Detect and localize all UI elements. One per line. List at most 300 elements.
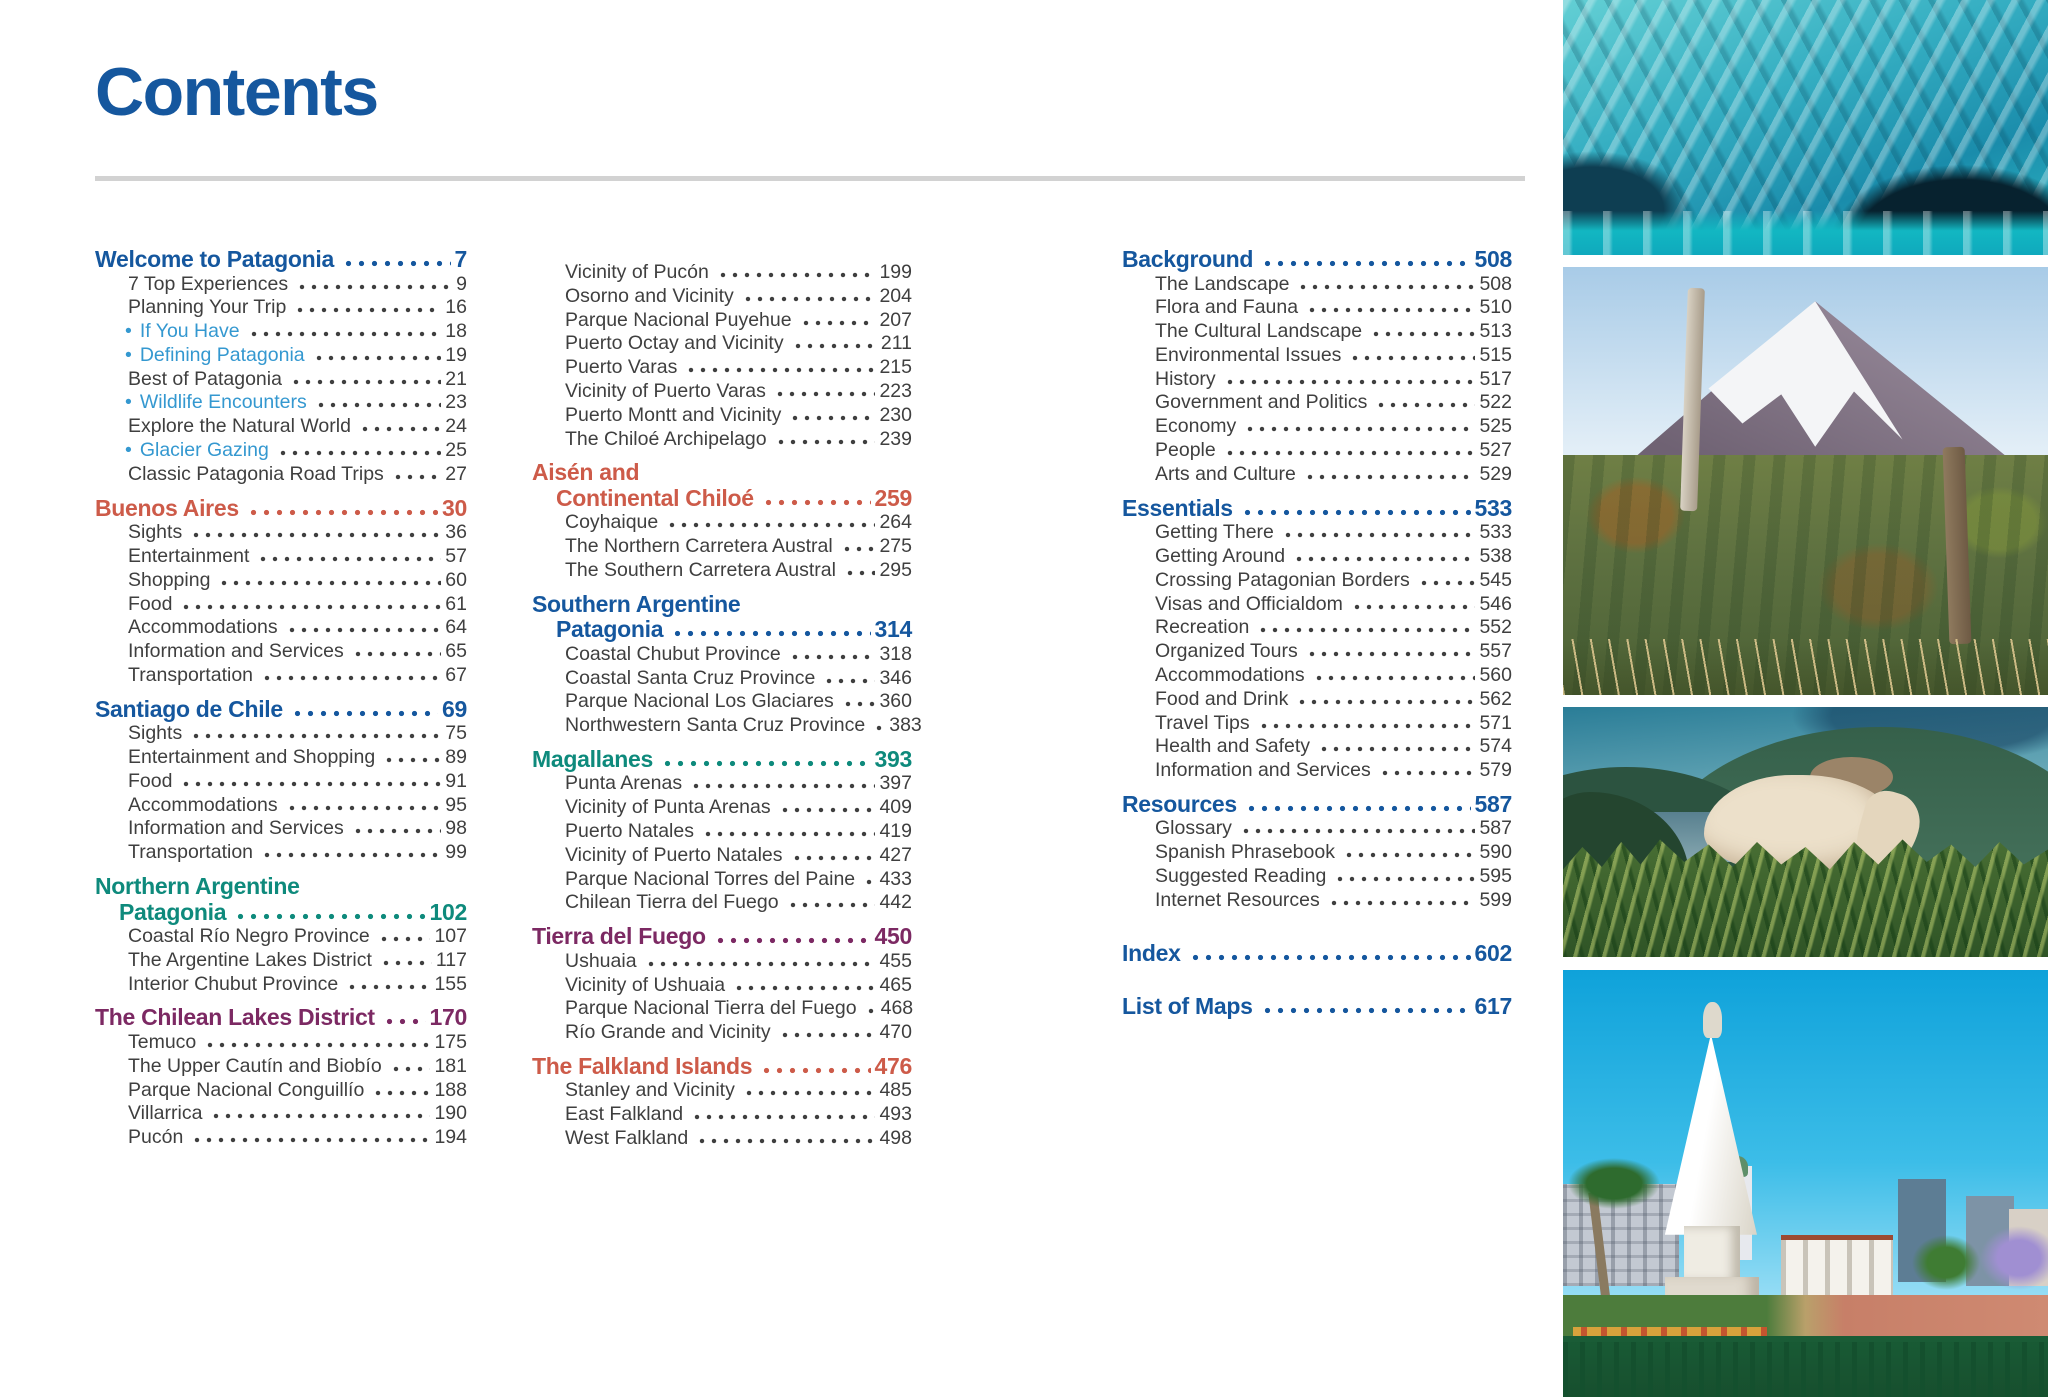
entry-label: Parque Nacional Los Glaciares: [565, 690, 834, 713]
dot-leader: [344, 984, 430, 990]
page-number: 498: [879, 1127, 912, 1150]
dot-leader: [863, 1008, 877, 1014]
entry-label: Spanish Phrasebook: [1155, 841, 1335, 864]
photo-volcano-forest: [1563, 267, 2048, 695]
toc-item-row: [95, 1126, 467, 1150]
page-number: 65: [445, 640, 467, 663]
photo-marble-caves: [1563, 0, 2048, 255]
obelisk-statue: [1703, 1002, 1722, 1038]
dot-leader: [842, 570, 875, 576]
page-number: 545: [1479, 568, 1512, 591]
page-number: 190: [434, 1102, 467, 1125]
toc-item-row: [95, 1079, 467, 1103]
page-number: 99: [445, 841, 467, 864]
toc-item-row: [95, 296, 467, 320]
page-number: 102: [429, 898, 467, 925]
entry-label: The Cultural Landscape: [1155, 320, 1363, 343]
toc-item-row: [95, 925, 467, 949]
page-number: 230: [879, 403, 912, 426]
page-number: 533: [1479, 521, 1512, 544]
toc-item-row: [1122, 415, 1512, 439]
entry-label: Getting Around: [1155, 544, 1286, 567]
page-number: 579: [1479, 759, 1512, 782]
toc-item-row: [95, 415, 467, 439]
toc-chapter-row: [1122, 994, 1512, 1020]
bullet-icon: •: [125, 391, 132, 414]
dot-leader: [216, 580, 441, 586]
entry-label: Classic Patagonia Road Trips: [128, 462, 384, 485]
toc-item-row: [1122, 296, 1512, 320]
toc-item-row: [1122, 391, 1512, 415]
dot-leader: [760, 499, 871, 506]
page-number: 181: [434, 1054, 467, 1077]
entry-label: Internet Resources: [1155, 888, 1320, 911]
entry-label: Accommodations: [1155, 663, 1305, 686]
dot-leader: [1304, 651, 1476, 657]
entry-label: Transportation: [128, 663, 254, 686]
entry-label: West Falkland: [565, 1127, 689, 1150]
entry-label: Environmental Issues: [1155, 343, 1342, 366]
entry-label: Crossing Patagonian Borders: [1155, 568, 1410, 591]
entry-label: Puerto Montt and Vicinity: [565, 403, 782, 426]
toc-item-row: [95, 1031, 467, 1055]
page-number: 465: [879, 973, 912, 996]
toc-item-row: [1122, 569, 1512, 593]
entry-label: Buenos Aires: [95, 494, 239, 521]
dot-leader: [1291, 556, 1475, 562]
dot-leader: [178, 781, 441, 787]
dot-leader: [388, 1066, 431, 1072]
entry-label: Accommodations: [128, 616, 278, 639]
dot-leader: [1222, 379, 1476, 385]
dot-leader: [861, 879, 875, 885]
pampas-grass: [1563, 639, 2048, 695]
page-number: 552: [1479, 616, 1512, 639]
entry-label: Puerto Varas: [565, 356, 678, 379]
dot-leader: [1255, 627, 1475, 633]
dot-leader: [700, 831, 875, 837]
dot-leader: [275, 450, 442, 456]
page-number: 599: [1479, 888, 1512, 911]
page-number: 562: [1479, 687, 1512, 710]
entry-label: The Falkland Islands: [532, 1052, 753, 1079]
toc-item-row: [1122, 545, 1512, 569]
entry-label: Index: [1122, 939, 1181, 966]
page-number: 595: [1479, 865, 1512, 888]
dot-leader: [370, 1090, 430, 1096]
page-number: 522: [1479, 391, 1512, 414]
dot-leader: [289, 710, 438, 717]
dot-leader: [772, 391, 876, 397]
entry-label: Government and Politics: [1155, 391, 1368, 414]
toc-chapter-row: [95, 496, 467, 522]
toc-item-row: [95, 521, 467, 545]
toc-item-row: [532, 261, 912, 285]
entry-label: Villarrica: [128, 1102, 203, 1125]
jacaranda-tree: [1980, 1226, 2048, 1290]
entry-label: Health and Safety: [1155, 735, 1311, 758]
dot-leader: [643, 961, 876, 967]
entry-label: Explore the Natural World: [128, 415, 351, 438]
toc-item-row: [532, 974, 912, 998]
toc-chapter-row: [95, 1005, 467, 1031]
page-number: 188: [434, 1078, 467, 1101]
entry-label: List of Maps: [1122, 993, 1253, 1020]
dot-leader: [787, 654, 876, 660]
entry-label: If You Have: [139, 320, 240, 343]
dot-leader: [1377, 770, 1476, 776]
page-number: 602: [1474, 939, 1512, 966]
obelisk-column: [1684, 1226, 1740, 1282]
toc-chapter-row: [532, 617, 912, 643]
dot-leader: [839, 546, 876, 552]
page-number: 175: [434, 1030, 467, 1053]
toc-item-row: [95, 746, 467, 770]
dot-leader: [1316, 746, 1475, 752]
entry-label: History: [1155, 367, 1216, 390]
toc-item-row: [95, 770, 467, 794]
entry-label: Visas and Officialdom: [1155, 592, 1343, 615]
dot-leader: [350, 651, 442, 657]
toc-column-3: [1122, 247, 1512, 1020]
entry-label: Essentials: [1122, 494, 1233, 521]
dot-leader: [741, 1090, 876, 1096]
dot-leader: [1304, 307, 1475, 313]
page-number: 510: [1479, 296, 1512, 319]
entry-label: Suggested Reading: [1155, 865, 1327, 888]
page-number: 155: [434, 972, 467, 995]
page-number: 264: [879, 511, 912, 534]
entry-label: Accommodations: [128, 793, 278, 816]
entry-label: Planning Your Trip: [128, 296, 287, 319]
toc-item-row: [532, 891, 912, 915]
dot-leader: [259, 675, 441, 681]
page-number: 527: [1479, 439, 1512, 462]
dot-leader: [378, 960, 432, 966]
page-number: 590: [1479, 841, 1512, 864]
entry-label: Shopping: [128, 568, 211, 591]
toc-item-row: [532, 356, 912, 380]
entry-label: Glacier Gazing: [139, 439, 269, 462]
dot-leader: [381, 1018, 426, 1025]
dot-leader: [712, 937, 871, 944]
toc-item-row: [532, 997, 912, 1021]
entry-label: Resources: [1122, 790, 1237, 817]
page-number: 36: [445, 521, 467, 544]
entry-label: Glossary: [1155, 817, 1232, 840]
dot-leader: [188, 733, 441, 739]
entry-label: Coastal Santa Cruz Province: [565, 666, 816, 689]
page-number: 419: [879, 820, 912, 843]
page-number: 476: [874, 1052, 912, 1079]
toc-item-row: [532, 714, 922, 738]
page-number: 275: [879, 535, 912, 558]
page-number: 25: [445, 439, 467, 462]
dot-leader: [740, 296, 876, 302]
page-number: 7: [454, 246, 467, 272]
toc-item-row: [1122, 344, 1512, 368]
page-number: 529: [1479, 462, 1512, 485]
entry-label: Vicinity of Punta Arenas: [565, 796, 771, 819]
toc-item-row: [532, 380, 912, 404]
toc-item-row: [532, 535, 912, 559]
dot-leader: [1222, 450, 1476, 456]
entry-label: Aisén and: [532, 459, 640, 486]
toc-item-row: [95, 817, 467, 841]
page-number: 533: [1474, 494, 1512, 521]
toc-item-row: [532, 1079, 912, 1103]
toc-bullet-row: [95, 320, 467, 344]
entry-label: Magallanes: [532, 745, 653, 772]
toc-item-row: [532, 690, 912, 714]
bullet-icon: •: [125, 343, 132, 366]
entry-label: Economy: [1155, 415, 1237, 438]
entry-label: Parque Nacional Conguillío: [128, 1078, 365, 1101]
page-number: 61: [445, 592, 467, 615]
page-number: 587: [1479, 817, 1512, 840]
toc-item-row: [1122, 735, 1512, 759]
toc-item-row: [95, 1055, 467, 1079]
toc-item-row: [95, 949, 467, 973]
dot-leader: [821, 678, 875, 684]
dot-leader: [1347, 355, 1475, 361]
entry-label: Information and Services: [1155, 759, 1371, 782]
entry-label: Patagonia: [119, 898, 227, 925]
dot-leader: [1238, 828, 1476, 834]
toc-chapter-row: [95, 900, 467, 926]
dot-leader: [669, 630, 870, 637]
toc-item-row: [95, 569, 467, 593]
dot-leader: [871, 725, 885, 731]
dot-leader: [659, 760, 871, 767]
entry-label: Coyhaique: [565, 511, 659, 534]
dot-leader: [245, 509, 438, 516]
dot-leader: [840, 701, 876, 707]
entry-label: Río Grande and Vicinity: [565, 1021, 771, 1044]
dot-leader: [284, 805, 442, 811]
toc-item-row: [532, 1127, 912, 1151]
toc-item-row: [1122, 273, 1512, 297]
dot-leader: [350, 828, 442, 834]
dot-leader: [1416, 580, 1476, 586]
toc-item-row: [95, 722, 467, 746]
entry-label: The Chiloé Archipelago: [565, 427, 767, 450]
dot-leader: [255, 556, 441, 562]
entry-label: Recreation: [1155, 616, 1250, 639]
page-number: 485: [879, 1079, 912, 1102]
page-number: 515: [1479, 343, 1512, 366]
toc-chapter-row: [1122, 792, 1512, 818]
page-number: 360: [879, 690, 912, 713]
entry-label: The Argentine Lakes District: [128, 948, 372, 971]
entry-label: Vicinity of Puerto Natales: [565, 843, 783, 866]
page-number: 16: [445, 296, 467, 319]
page-number: 91: [445, 769, 467, 792]
toc-item-row: [532, 643, 912, 667]
toc-item-row: [532, 309, 912, 333]
toc-item-row: [95, 463, 467, 487]
dot-leader: [1259, 1007, 1471, 1014]
entry-label: Coastal Río Negro Province: [128, 925, 370, 948]
page-number: 346: [879, 666, 912, 689]
page-number: 574: [1479, 735, 1512, 758]
page-number: 397: [879, 772, 912, 795]
page-number: 433: [879, 867, 912, 890]
dot-leader: [1243, 805, 1471, 812]
entry-label: Wildlife Encounters: [139, 391, 307, 414]
dot-leader: [1326, 900, 1476, 906]
page-number: 24: [445, 415, 467, 438]
toc-item-row: [1122, 817, 1512, 841]
page-number: 318: [879, 642, 912, 665]
page-number: 455: [879, 949, 912, 972]
page-number: 199: [879, 261, 912, 283]
toc-item-row: [95, 1102, 467, 1126]
toc-chapter-row: [532, 486, 912, 512]
toc-item-row: [1122, 865, 1512, 889]
toc-item-row: [532, 796, 912, 820]
dot-leader: [189, 1137, 430, 1143]
toc-item-row: [95, 368, 467, 392]
page-number: 95: [445, 793, 467, 816]
page-number: 442: [879, 891, 912, 914]
dot-leader: [357, 426, 441, 432]
toc-item-row: [95, 273, 467, 297]
dot-leader: [715, 272, 876, 278]
toc-chapter-row: [532, 924, 912, 950]
entry-label: Getting There: [1155, 521, 1274, 544]
entry-label: Santiago de Chile: [95, 695, 283, 722]
toc-item-row: [532, 950, 912, 974]
page-title: Contents: [95, 54, 378, 130]
entry-label: Vicinity of Pucón: [565, 261, 709, 283]
dot-leader: [777, 807, 876, 813]
toc-chapter-row: [532, 592, 912, 618]
dot-leader: [790, 343, 877, 349]
toc-item-row: [1122, 712, 1512, 736]
toc-item-row: [532, 868, 912, 892]
photo-wild-horse-coast: [1563, 707, 2048, 957]
page-number: 560: [1479, 663, 1512, 686]
dot-leader: [683, 367, 875, 373]
entry-label: Tierra del Fuego: [532, 923, 706, 950]
page-number: 508: [1479, 272, 1512, 295]
dot-leader: [1332, 876, 1475, 882]
dot-leader: [1294, 699, 1475, 705]
dot-leader: [664, 522, 875, 528]
toc-bullet-row: [95, 344, 467, 368]
green-tree: [1912, 1235, 1980, 1291]
page-number: 194: [434, 1126, 467, 1149]
dot-leader: [232, 913, 425, 920]
toc-item-row: [532, 820, 912, 844]
page-number: 239: [879, 427, 912, 450]
page-number: 21: [445, 367, 467, 390]
entry-label: Food and Drink: [1155, 687, 1289, 710]
page-number: 383: [889, 714, 922, 737]
entry-label: Southern Argentine: [532, 590, 741, 617]
toc-chapter-row: [1122, 496, 1512, 522]
page-number: 557: [1479, 640, 1512, 663]
dot-leader: [246, 331, 442, 337]
toc-item-row: [532, 285, 912, 309]
page-number: 538: [1479, 544, 1512, 567]
entry-label: Ushuaia: [565, 949, 637, 972]
dot-leader: [178, 604, 441, 610]
dot-leader: [1239, 509, 1471, 516]
page-number: 64: [445, 616, 467, 639]
dot-leader: [773, 439, 876, 445]
toc-item-row: [1122, 593, 1512, 617]
dot-leader: [694, 1138, 875, 1144]
dot-leader: [1311, 675, 1476, 681]
page-number: 207: [879, 308, 912, 331]
dot-leader: [284, 627, 442, 633]
toc-item-row: [95, 640, 467, 664]
dot-leader: [340, 260, 451, 267]
page-number: 393: [874, 745, 912, 772]
title-underline: [95, 176, 1525, 181]
dot-leader: [259, 852, 441, 858]
entry-label: The Southern Carretera Austral: [565, 558, 836, 581]
entry-label: The Landscape: [1155, 272, 1290, 295]
entry-label: The Chilean Lakes District: [95, 1004, 375, 1031]
entry-label: Entertainment: [128, 544, 250, 567]
entry-label: The Northern Carretera Austral: [565, 535, 833, 558]
dot-leader: [1373, 402, 1475, 408]
dot-leader: [688, 783, 875, 789]
toc-item-row: [532, 332, 912, 356]
dot-leader: [789, 855, 876, 861]
dot-leader: [1341, 852, 1475, 858]
dot-leader: [202, 1042, 430, 1048]
cabildo-building: [1781, 1235, 1893, 1296]
dot-leader: [208, 1113, 430, 1119]
page-number: 67: [445, 663, 467, 686]
entry-label: Chilean Tierra del Fuego: [565, 891, 779, 914]
toc-column-2: [532, 247, 922, 1151]
entry-label: Temuco: [128, 1030, 197, 1053]
dot-leader: [188, 532, 441, 538]
toc-item-row: [1122, 640, 1512, 664]
entry-label: The Upper Cautín and Biobío: [128, 1054, 382, 1077]
toc-item-row: [95, 593, 467, 617]
toc-item-row: [1122, 439, 1512, 463]
photo-plaza-de-mayo: [1563, 970, 2048, 1397]
entry-label: People: [1155, 439, 1216, 462]
entry-label: Arts and Culture: [1155, 462, 1296, 485]
toc-item-row: [532, 667, 912, 691]
entry-label: Transportation: [128, 841, 254, 864]
page-number: 18: [445, 320, 467, 343]
dot-leader: [1295, 284, 1475, 290]
page-number: 470: [879, 1021, 912, 1044]
toc-chapter-row: [95, 697, 467, 723]
toc-chapter-row: [95, 874, 467, 900]
cave-water: [1563, 211, 2048, 255]
toc-item-row: [1122, 463, 1512, 487]
bullet-icon: •: [125, 320, 132, 343]
toc-item-row: [1122, 521, 1512, 545]
entry-label: Northwestern Santa Cruz Province: [565, 714, 866, 737]
entry-label: Puerto Octay and Vicinity: [565, 332, 784, 355]
palm-crown: [1568, 1158, 1660, 1209]
entry-label: Puerto Natales: [565, 820, 694, 843]
toc-chapter-row: [1122, 941, 1512, 967]
dot-leader: [1256, 723, 1476, 729]
bullet-icon: •: [125, 439, 132, 462]
page-number: 513: [1479, 320, 1512, 343]
